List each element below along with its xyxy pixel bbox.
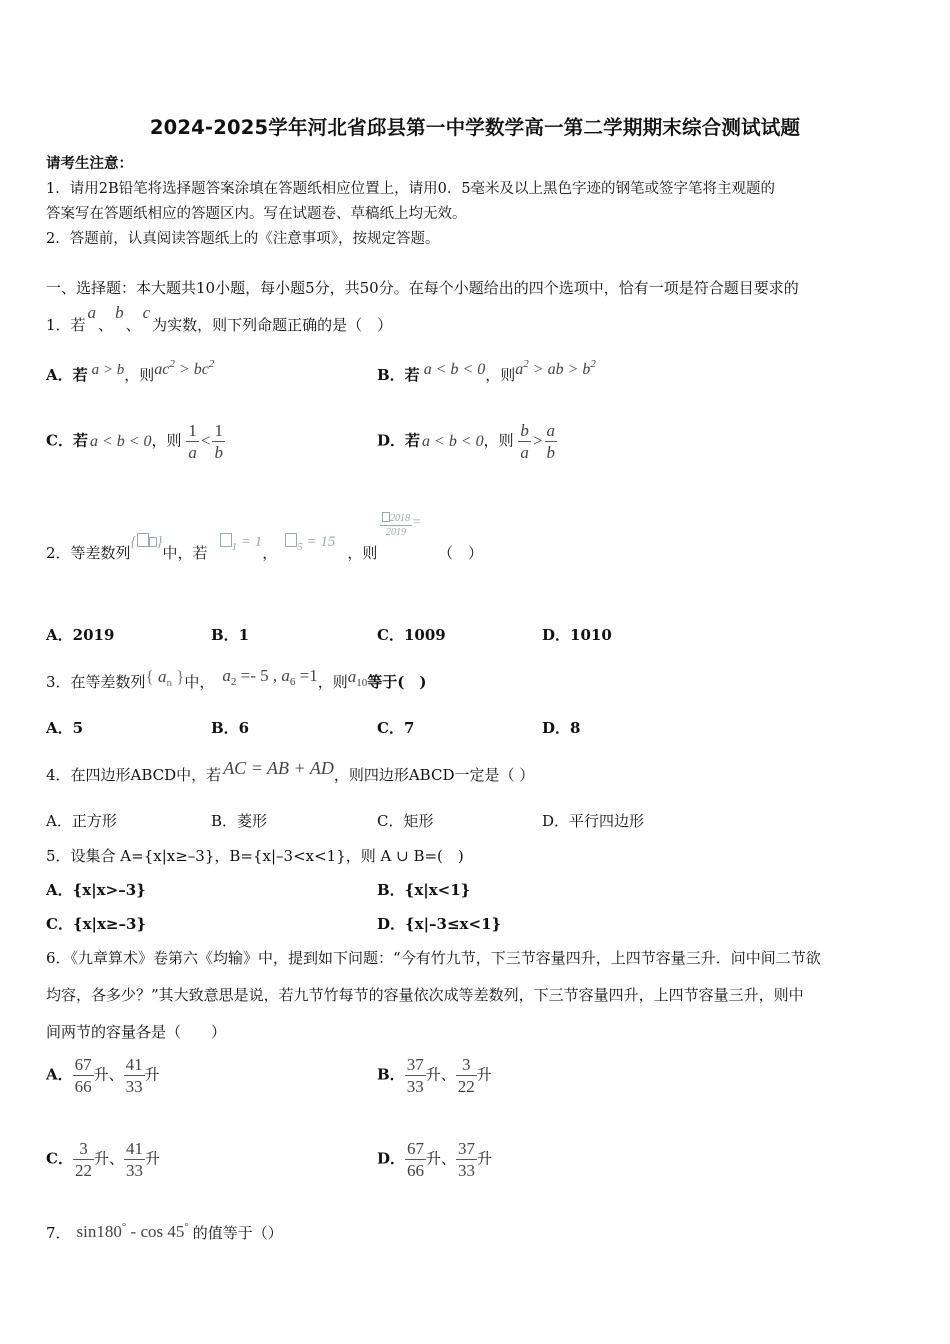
q4-option-b[interactable]: B．菱形 xyxy=(211,812,268,830)
q1-option-a[interactable] xyxy=(46,358,215,385)
q2-comma: ， xyxy=(262,544,278,562)
q5-option-d[interactable]: D．{x|–3≤x<1} xyxy=(377,915,502,933)
q6-b-unit: 升 xyxy=(476,1065,492,1084)
q3-option-c[interactable]: C．7 xyxy=(377,719,415,737)
q6-a-frac1-num: 67 xyxy=(74,1055,92,1074)
q1-d-frac2-num: a xyxy=(546,421,555,440)
q1-d-frac2-den: b xyxy=(546,443,555,462)
q6-b-label: B． xyxy=(377,1065,405,1084)
q1-option-c[interactable] xyxy=(46,420,225,463)
section-heading: 一、选择题：本大题共10小题，每小题5分，共50分。在每个小题给出的四个选项中，恰有一项是符合题目要求的 xyxy=(46,279,799,297)
q6-a-frac1-den: 66 xyxy=(74,1077,92,1096)
q2-number: 2．等差数列 xyxy=(46,544,131,562)
q6-c-frac2-den: 33 xyxy=(125,1161,143,1180)
q2-option-c[interactable]: C．1009 xyxy=(377,626,446,644)
question-3-stem: 3．在等差数列{ $a_n$ }中， $a_2 =- 5$ , $a_6 =1$，则$a_{10}$等于( ) xyxy=(46,666,427,691)
q5-option-a[interactable]: A．{x|x>–3} xyxy=(46,881,146,899)
q2-option-b[interactable]: B．1 xyxy=(211,626,250,644)
notice-heading: 请考生注意： xyxy=(46,155,133,172)
q1-c-frac1-num: 1 xyxy=(188,421,197,440)
q3-end: 等于( ) xyxy=(367,673,427,691)
q6-b-frac2-num: 3 xyxy=(456,1054,477,1076)
q6-a-unit: 升 xyxy=(144,1065,160,1084)
q3-option-d[interactable]: D．8 xyxy=(542,719,581,737)
question-4-stem xyxy=(46,758,535,785)
q6-d-unit: 升 xyxy=(477,1149,493,1168)
q1-option-d-condition: a < b < 0 xyxy=(422,432,484,450)
q6-option-c[interactable] xyxy=(46,1138,160,1181)
q4-number: 4．在四边形ABCD中，若 xyxy=(46,766,222,784)
q2-then: ，则 xyxy=(347,544,378,562)
q6-d-frac2-num: 37 xyxy=(458,1139,476,1158)
q1-var-a: a xyxy=(87,303,97,322)
q1-option-b-square-2: 2 xyxy=(590,358,596,370)
q1-sep-1: 、 xyxy=(98,316,114,334)
q3-mid: 中， xyxy=(184,673,215,691)
q1-c-operator: < xyxy=(200,430,211,450)
q2-option-a[interactable]: A．2019 xyxy=(46,626,115,644)
q2-frac-eq: = xyxy=(412,514,422,530)
q1-option-d-label: D．若 xyxy=(377,431,421,450)
q4-end: ，则四边形ABCD一定是（ ） xyxy=(333,766,535,784)
q1-option-a-label: A．若 xyxy=(46,366,88,384)
question-6-line-3: 间两节的容量各是（ ） xyxy=(46,1023,227,1041)
q6-c-label: C． xyxy=(46,1149,73,1168)
q2-frac-den: 2019 xyxy=(386,527,406,538)
q1-c-frac2-num: 1 xyxy=(214,421,223,440)
q3-cond2-sub: 6 xyxy=(289,676,296,688)
q1-var-c: c xyxy=(142,303,151,322)
q6-c-sep: 升、 xyxy=(93,1149,124,1168)
q2-eq-2: = 15 xyxy=(306,534,336,550)
question-7-stem xyxy=(46,1222,283,1243)
q1-d-frac1-num: b xyxy=(520,421,529,440)
q3-cond2-val: =1 xyxy=(299,666,318,685)
question-1-stem xyxy=(46,303,393,335)
q7-deg-1: ° xyxy=(121,1221,127,1233)
q1-option-a-result-left: ac xyxy=(154,361,170,378)
q6-d-frac2-den: 33 xyxy=(458,1161,476,1180)
q7-deg-2: ° xyxy=(184,1221,189,1233)
q3-seq: a xyxy=(157,667,167,686)
q1-option-a-condition: a > b xyxy=(91,362,125,378)
q1-option-a-then: ，则 xyxy=(124,366,155,384)
q3-then: ，则 xyxy=(317,673,348,691)
q6-b-frac2-den: 22 xyxy=(457,1077,475,1096)
q5-option-c[interactable]: C．{x|x≥–3} xyxy=(46,915,147,933)
q4-option-a[interactable]: A．正方形 xyxy=(46,812,117,830)
q6-option-b[interactable] xyxy=(377,1054,492,1097)
question-5-stem: 5．设集合 A={x|x≥–3}，B={x|–3<x<1}，则 A ∪ B=( ) xyxy=(46,847,464,865)
q7-number: 7． xyxy=(46,1224,71,1242)
q1-option-c-condition: a < b < 0 xyxy=(89,432,152,450)
q1-option-b-result-left: a xyxy=(515,361,524,378)
q3-option-a[interactable]: A．5 xyxy=(46,719,84,737)
q6-a-label: A． xyxy=(46,1065,73,1084)
q6-a-frac2-den: 33 xyxy=(125,1077,143,1096)
q3-cond1-val: =- 5 , xyxy=(240,666,278,685)
q6-a-sep: 升、 xyxy=(93,1065,124,1084)
q1-option-b-label: B．若 xyxy=(377,366,420,384)
q1-option-c-label: C．若 xyxy=(46,431,88,450)
q3-cond2-var: a xyxy=(281,666,290,685)
q4-option-c[interactable]: C．矩形 xyxy=(377,812,434,830)
page-title: 2024-2025学年河北省邱县第一中学数学高一第二学期期末综合测试试题 xyxy=(149,116,801,139)
q1-c-frac1-den: a xyxy=(188,443,197,462)
q1-d-operator: > xyxy=(532,430,543,450)
q1-sep-2: 、 xyxy=(125,316,141,334)
q1-option-b-result-right: > ab > b xyxy=(532,361,591,378)
q6-b-sep: 升、 xyxy=(425,1065,456,1084)
q2-fraction xyxy=(380,512,421,539)
q3-option-b[interactable]: B．6 xyxy=(211,719,250,737)
q3-cond1-sub: 2 xyxy=(230,676,237,688)
q1-option-b-condition: a < b < 0 xyxy=(423,361,486,378)
notice-line-3: 2．答题前，认真阅读答题纸上的《注意事项》，按规定答题。 xyxy=(46,231,440,247)
q6-option-a[interactable] xyxy=(46,1054,160,1097)
q1-option-a-square-1: 2 xyxy=(169,358,175,370)
q6-b-frac1-den: 33 xyxy=(406,1077,424,1096)
notice-line-2: 答案写在答题纸相应的答题区内。写在试题卷、草稿纸上均无效。 xyxy=(46,206,467,222)
q7-minus: - xyxy=(126,1222,141,1241)
q1-option-d-then: ，则 xyxy=(483,431,514,450)
q1-option-b[interactable] xyxy=(377,358,596,385)
q2-mid: 中，若 xyxy=(162,544,208,562)
q4-expression: AC = AB + AD xyxy=(223,758,334,778)
q6-d-frac1-num: 67 xyxy=(407,1139,425,1158)
q2-sequence-symbol: { } xyxy=(130,534,163,550)
q3-target-var: a xyxy=(347,667,357,686)
q1-option-b-then: ，则 xyxy=(485,366,516,384)
q3-number: 3．在等差数列 xyxy=(46,673,146,691)
question-2-stem: 2．等差数列{ }中，若 $_1$ = 1， $_5$ = 15，则 xyxy=(46,534,378,562)
q3-cond1-var: a xyxy=(222,666,231,685)
notice-line-1: 1．请用2B铅笔将选择题答案涂填在答题纸相应位置上，请用0．5毫米及以上黑色字迹的钢笔或签字笔将主观题的 xyxy=(46,181,776,197)
q1-option-b-square-1: 2 xyxy=(523,358,529,370)
q7-end: 的值等于（） xyxy=(192,1224,283,1242)
q6-c-frac1-den: 22 xyxy=(74,1161,92,1180)
q6-option-d[interactable] xyxy=(377,1138,492,1181)
q7-cos: cos 45 xyxy=(140,1222,185,1241)
q4-option-d[interactable]: D．平行四边形 xyxy=(542,812,645,830)
q1-option-a-result-right: > bc xyxy=(178,361,209,378)
question-6-line-2: 均容，各多少？”其大致意思是说，若九节竹每节的容量依次成等差数列，下三节容量四升，上四节容量三升，则中 xyxy=(46,986,804,1004)
q5-option-b[interactable]: B．{x|x<1} xyxy=(377,881,471,899)
q6-d-label: D． xyxy=(377,1149,406,1168)
q1-option-a-square-2: 2 xyxy=(208,358,215,370)
q6-d-sep: 升、 xyxy=(426,1149,457,1168)
q2-eq-1: = 1 xyxy=(240,534,263,550)
q2-frac-num: 2018 xyxy=(390,513,410,524)
q2-option-d[interactable]: D．1010 xyxy=(542,626,612,644)
q1-option-c-then: ，则 xyxy=(151,431,182,450)
q6-d-frac1-den: 66 xyxy=(407,1161,425,1180)
q2-bracket: （ ） xyxy=(438,544,484,562)
q1-var-b: b xyxy=(115,303,124,322)
q1-stem-text: 为实数，则下列命题正确的是（ ） xyxy=(152,316,393,334)
q6-b-frac1-num: 37 xyxy=(406,1055,424,1074)
q3-seq-sub: n xyxy=(166,677,172,689)
q7-sin: sin180 xyxy=(76,1222,122,1241)
q1-d-frac1-den: a xyxy=(520,443,529,462)
q1-number: 1．若 xyxy=(46,316,86,334)
q6-c-frac2-num: 41 xyxy=(125,1139,143,1158)
q3-target-sub: 10 xyxy=(356,677,368,689)
q6-c-unit: 升 xyxy=(144,1149,160,1168)
question-6-line-1: 6．《九章算术》卷第六《均输》中，提到如下问题：“今有竹九节，下三节容量四升，上四节容量三升．问中间二节欲 xyxy=(46,949,821,967)
q1-option-d[interactable] xyxy=(377,420,557,463)
q1-c-frac2-den: b xyxy=(214,443,223,462)
q6-c-frac1-num: 3 xyxy=(73,1138,94,1160)
q6-a-frac2-num: 41 xyxy=(125,1055,143,1074)
